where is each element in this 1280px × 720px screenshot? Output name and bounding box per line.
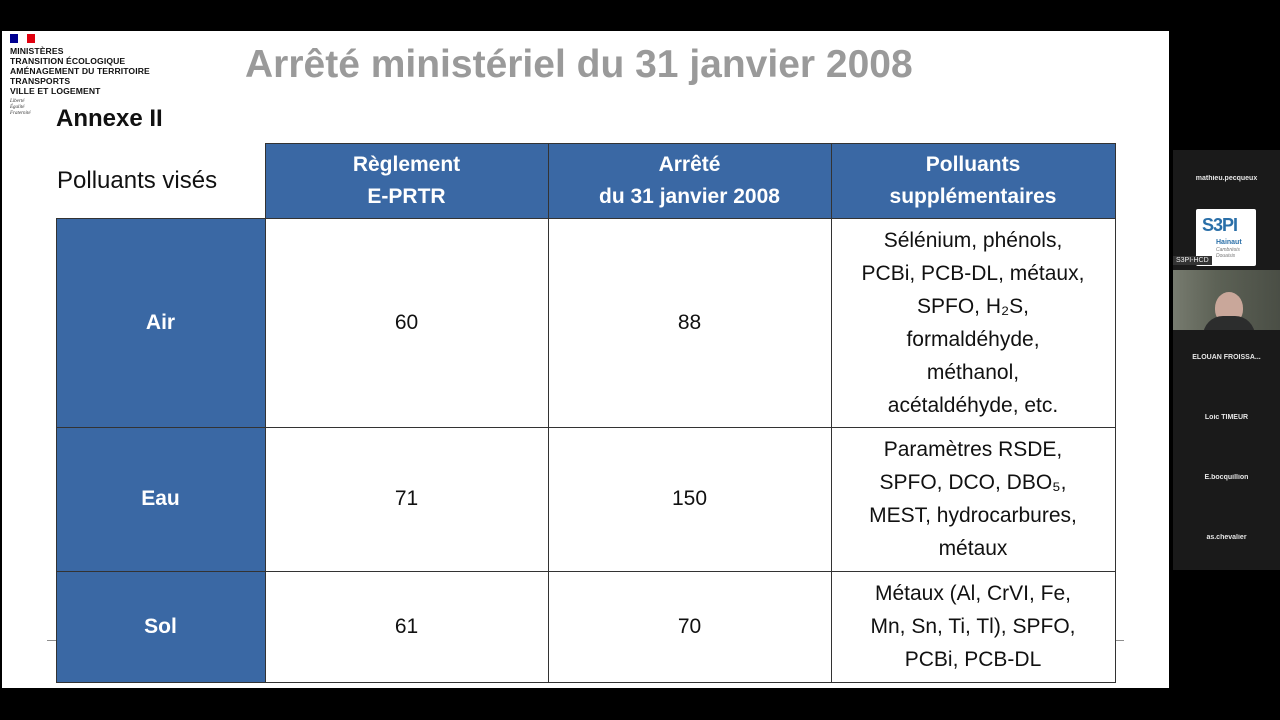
cell-sol-extra: Métaux (Al, CrVI, Fe, Mn, Sn, Ti, Tl), SPFO, PCBi, PCB-DL bbox=[831, 571, 1115, 682]
grid-line bbox=[56, 571, 1116, 572]
participant-name[interactable]: as.chevalier bbox=[1206, 534, 1247, 541]
slide-subtitle: Annexe II bbox=[56, 105, 163, 132]
grid-line bbox=[265, 143, 1116, 144]
cell-sol-eprtr: 61 bbox=[265, 571, 548, 682]
grid-line bbox=[56, 682, 1116, 683]
participants-panel bbox=[1173, 150, 1280, 570]
column-header-eprtr: Règlement E-PRTR bbox=[265, 143, 548, 218]
participant-name[interactable]: ELOUAN FROISSA... bbox=[1192, 354, 1261, 361]
s3pi-logo-icon: S3PI bbox=[1202, 215, 1238, 235]
participant-name[interactable]: Loic TIMEUR bbox=[1204, 414, 1249, 421]
cell-eau-eprtr: 71 bbox=[265, 427, 548, 571]
grid-line bbox=[56, 218, 57, 682]
participant-video[interactable] bbox=[1173, 270, 1280, 330]
grid-line bbox=[831, 143, 832, 682]
participant-name[interactable]: E.bocquillion bbox=[1204, 474, 1249, 481]
french-flag-icon bbox=[10, 34, 35, 43]
cell-air-eprtr: 60 bbox=[265, 218, 548, 427]
row-header-air: Air bbox=[56, 218, 265, 427]
ministry-line: VILLE ET LOGEMENT bbox=[10, 86, 101, 96]
s3pi-logo-tile[interactable]: S3PI Hainaut Cambrésis Douaisis bbox=[1196, 209, 1256, 266]
presentation-slide bbox=[2, 31, 1169, 688]
participant-label: S3PI-HCD bbox=[1173, 256, 1212, 265]
table-corner-label: Polluants visés bbox=[57, 167, 218, 194]
cell-eau-arrete: 150 bbox=[548, 427, 831, 571]
ministry-line: MINISTÈRES bbox=[10, 46, 64, 56]
ministry-line: TRANSPORTS bbox=[10, 76, 71, 86]
slide-title: Arrêté ministériel du 31 janvier 2008 bbox=[245, 43, 913, 86]
row-header-eau: Eau bbox=[56, 427, 265, 571]
participant-name[interactable]: mathieu.pecqueux bbox=[1195, 175, 1258, 182]
grid-line bbox=[265, 143, 266, 682]
grid-line bbox=[548, 143, 549, 682]
cell-sol-arrete: 70 bbox=[548, 571, 831, 682]
grid-line bbox=[56, 218, 1116, 219]
ministry-line: TRANSITION ÉCOLOGIQUE bbox=[10, 56, 126, 66]
grid-line bbox=[1115, 143, 1116, 682]
column-header-arrete: Arrêté du 31 janvier 2008 bbox=[548, 143, 831, 218]
cell-air-extra: Sélénium, phénols, PCBi, PCB-DL, métaux, SPFO, H₂S, formaldéhyde, méthanol, acétaldéhyde, etc. bbox=[831, 218, 1115, 427]
ministry-line: AMÉNAGEMENT DU TERRITOIRE bbox=[10, 66, 150, 76]
row-header-sol: Sol bbox=[56, 571, 265, 682]
cell-eau-extra: Paramètres RSDE, SPFO, DCO, DBO₅, MEST, hydrocarbures, métaux bbox=[831, 427, 1115, 571]
republic-motto: Liberté Égalité Fraternité bbox=[10, 99, 31, 116]
cell-air-arrete: 88 bbox=[548, 218, 831, 427]
grid-line bbox=[56, 427, 1116, 428]
column-header-extra: Polluants supplémentaires bbox=[831, 143, 1115, 218]
